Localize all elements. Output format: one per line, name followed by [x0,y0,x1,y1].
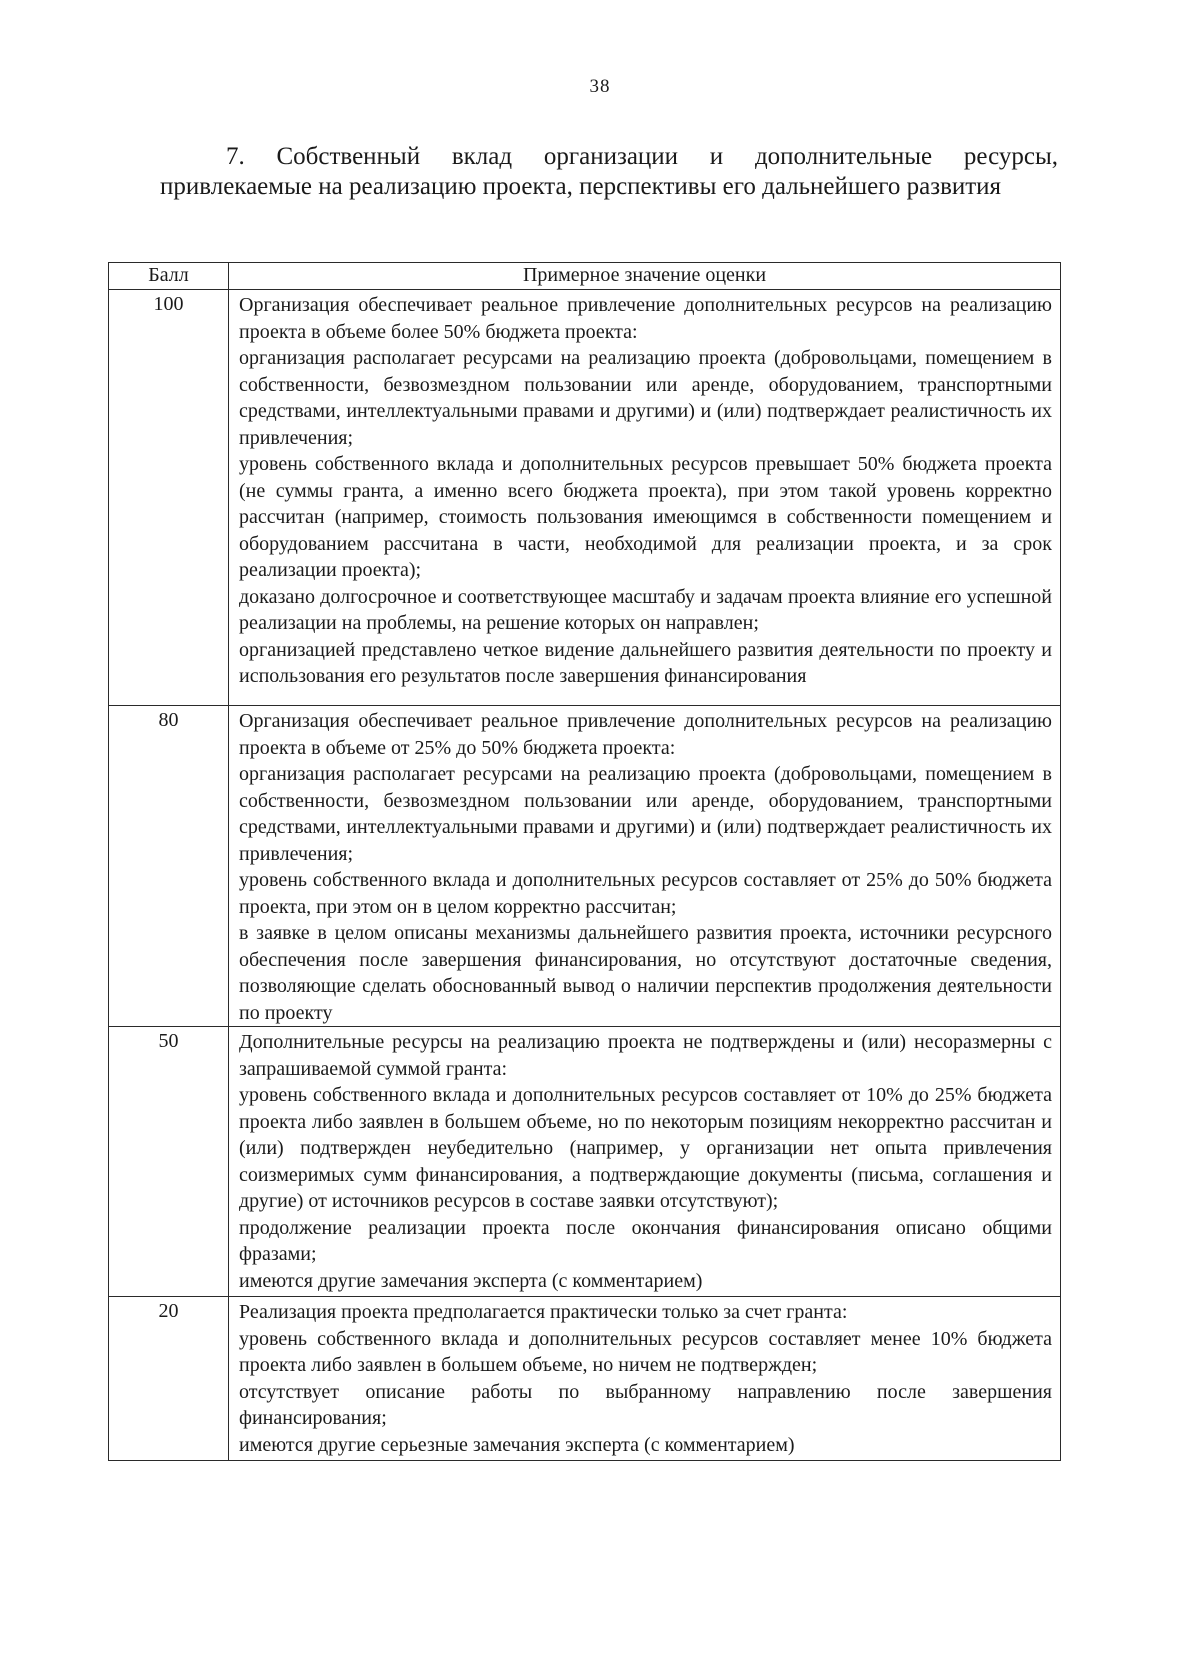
description-line: уровень собственного вклада и дополнительных ресурсов составляет от 10% до 25% бюджета проекта либо заявлен в большем объеме, но по некоторым позициям некорректно рассчитан и (или) подтвержден неубедительно (например, у организации нет опыта привлечения соизмеримых сумм финансирования, а подтверждающие документы (письма, соглашения и другие) от источников ресурсов в составе заявки отсутствуют); [239,1084,1052,1212]
score-cell: 50 [109,1027,229,1297]
description-line: уровень собственного вклада и дополнительных ресурсов составляет менее 10% бюджета проекта либо заявлен в большем объеме, но ничем не подтвержден; [239,1327,1052,1376]
table-row [109,1027,1061,1297]
description-line: Дополнительные ресурсы на реализацию проекта не подтверждены и (или) несоразмерны с запрашиваемой суммой гранта: [239,1031,1052,1080]
description-cell [229,290,1061,706]
table-row [109,290,1061,706]
description-line: Организация обеспечивает реальное привлечение дополнительных ресурсов на реализацию проекта в объеме от 25% до 50% бюджета проекта: [239,710,1052,759]
description-line: Реализация проекта предполагается практически только за счет гранта: [239,1301,848,1323]
table-row [109,706,1061,1027]
description-cell [229,706,1061,1027]
table-row [109,1297,1061,1461]
description-cell [229,1027,1061,1297]
score-cell: 100 [109,290,229,706]
score-cell: 80 [109,706,229,1027]
description-line: Организация обеспечивает реальное привлечение дополнительных ресурсов на реализацию проекта в объеме более 50% бюджета проекта: [239,294,1052,343]
description-line: уровень собственного вклада и дополнительных ресурсов составляет от 25% до 50% бюджета проекта, при этом он в целом корректно рассчитан; [239,869,1052,918]
table-header-row [109,263,1061,290]
description-line: отсутствует описание работы по выбранному направлению после завершения финансирования; [239,1380,1052,1429]
description-line: имеются другие серьезные замечания эксперта (с комментарием) [239,1433,795,1456]
section-heading: 7. Собственный вклад организации и дополнительные ресурсы, привлекаемые на реализацию проекта, перспективы его дальнейшего развития [160,143,1058,200]
description-line: организация располагает ресурсами на реализацию проекта (добровольцами, помещением в собственности, безвозмездном пользовании или аренде, оборудованием, транспортными средствами, интеллектуальными правами и другими) и (или) подтверждает реалистичность их привлечения; [239,347,1052,449]
description-line: доказано долгосрочное и соответствующее масштабу и задачам проекта влияние его успешной реализации на проблемы, на решение которых он направлен; [239,585,1052,634]
page-number: 38 [589,76,611,97]
description-line: продолжение реализации проекта после окончания финансирования описано общими фразами; [239,1216,1052,1265]
description-column-header: Примерное значение оценки [229,263,1061,290]
description-line: имеются другие замечания эксперта (с комментарием) [239,1269,703,1292]
description-line: организацией представлено четкое видение дальнейшего развития деятельности по проекту и использования его результатов после завершения финансирования [239,638,1052,687]
description-line: организация располагает ресурсами на реализацию проекта (добровольцами, помещением в собственности, безвозмездном пользовании или аренде, оборудованием, транспортными средствами, интеллектуальными правами и другими) и (или) подтверждает реалистичность их привлечения; [239,763,1052,865]
description-line: уровень собственного вклада и дополнительных ресурсов превышает 50% бюджета проекта (не суммы гранта, а именно всего бюджета проекта), при этом такой уровень корректно рассчитан (например, стоимость пользования имеющимся в собственности помещением и оборудованием рассчитана в части, необходимой для реализации проекта, и за срок реализации проекта); [239,453,1052,581]
description-line: в заявке в целом описаны механизмы дальнейшего развития проекта, источники ресурсного обеспечения после завершения финансирования, но отсутствуют достаточные сведения, позволяющие сделать обоснованный вывод о наличии перспектив продолжения деятельности по проекту [239,922,1052,1024]
scoring-table [108,262,1061,1461]
score-column-header: Балл [109,263,229,290]
score-cell: 20 [109,1297,229,1461]
description-cell [229,1297,1061,1461]
